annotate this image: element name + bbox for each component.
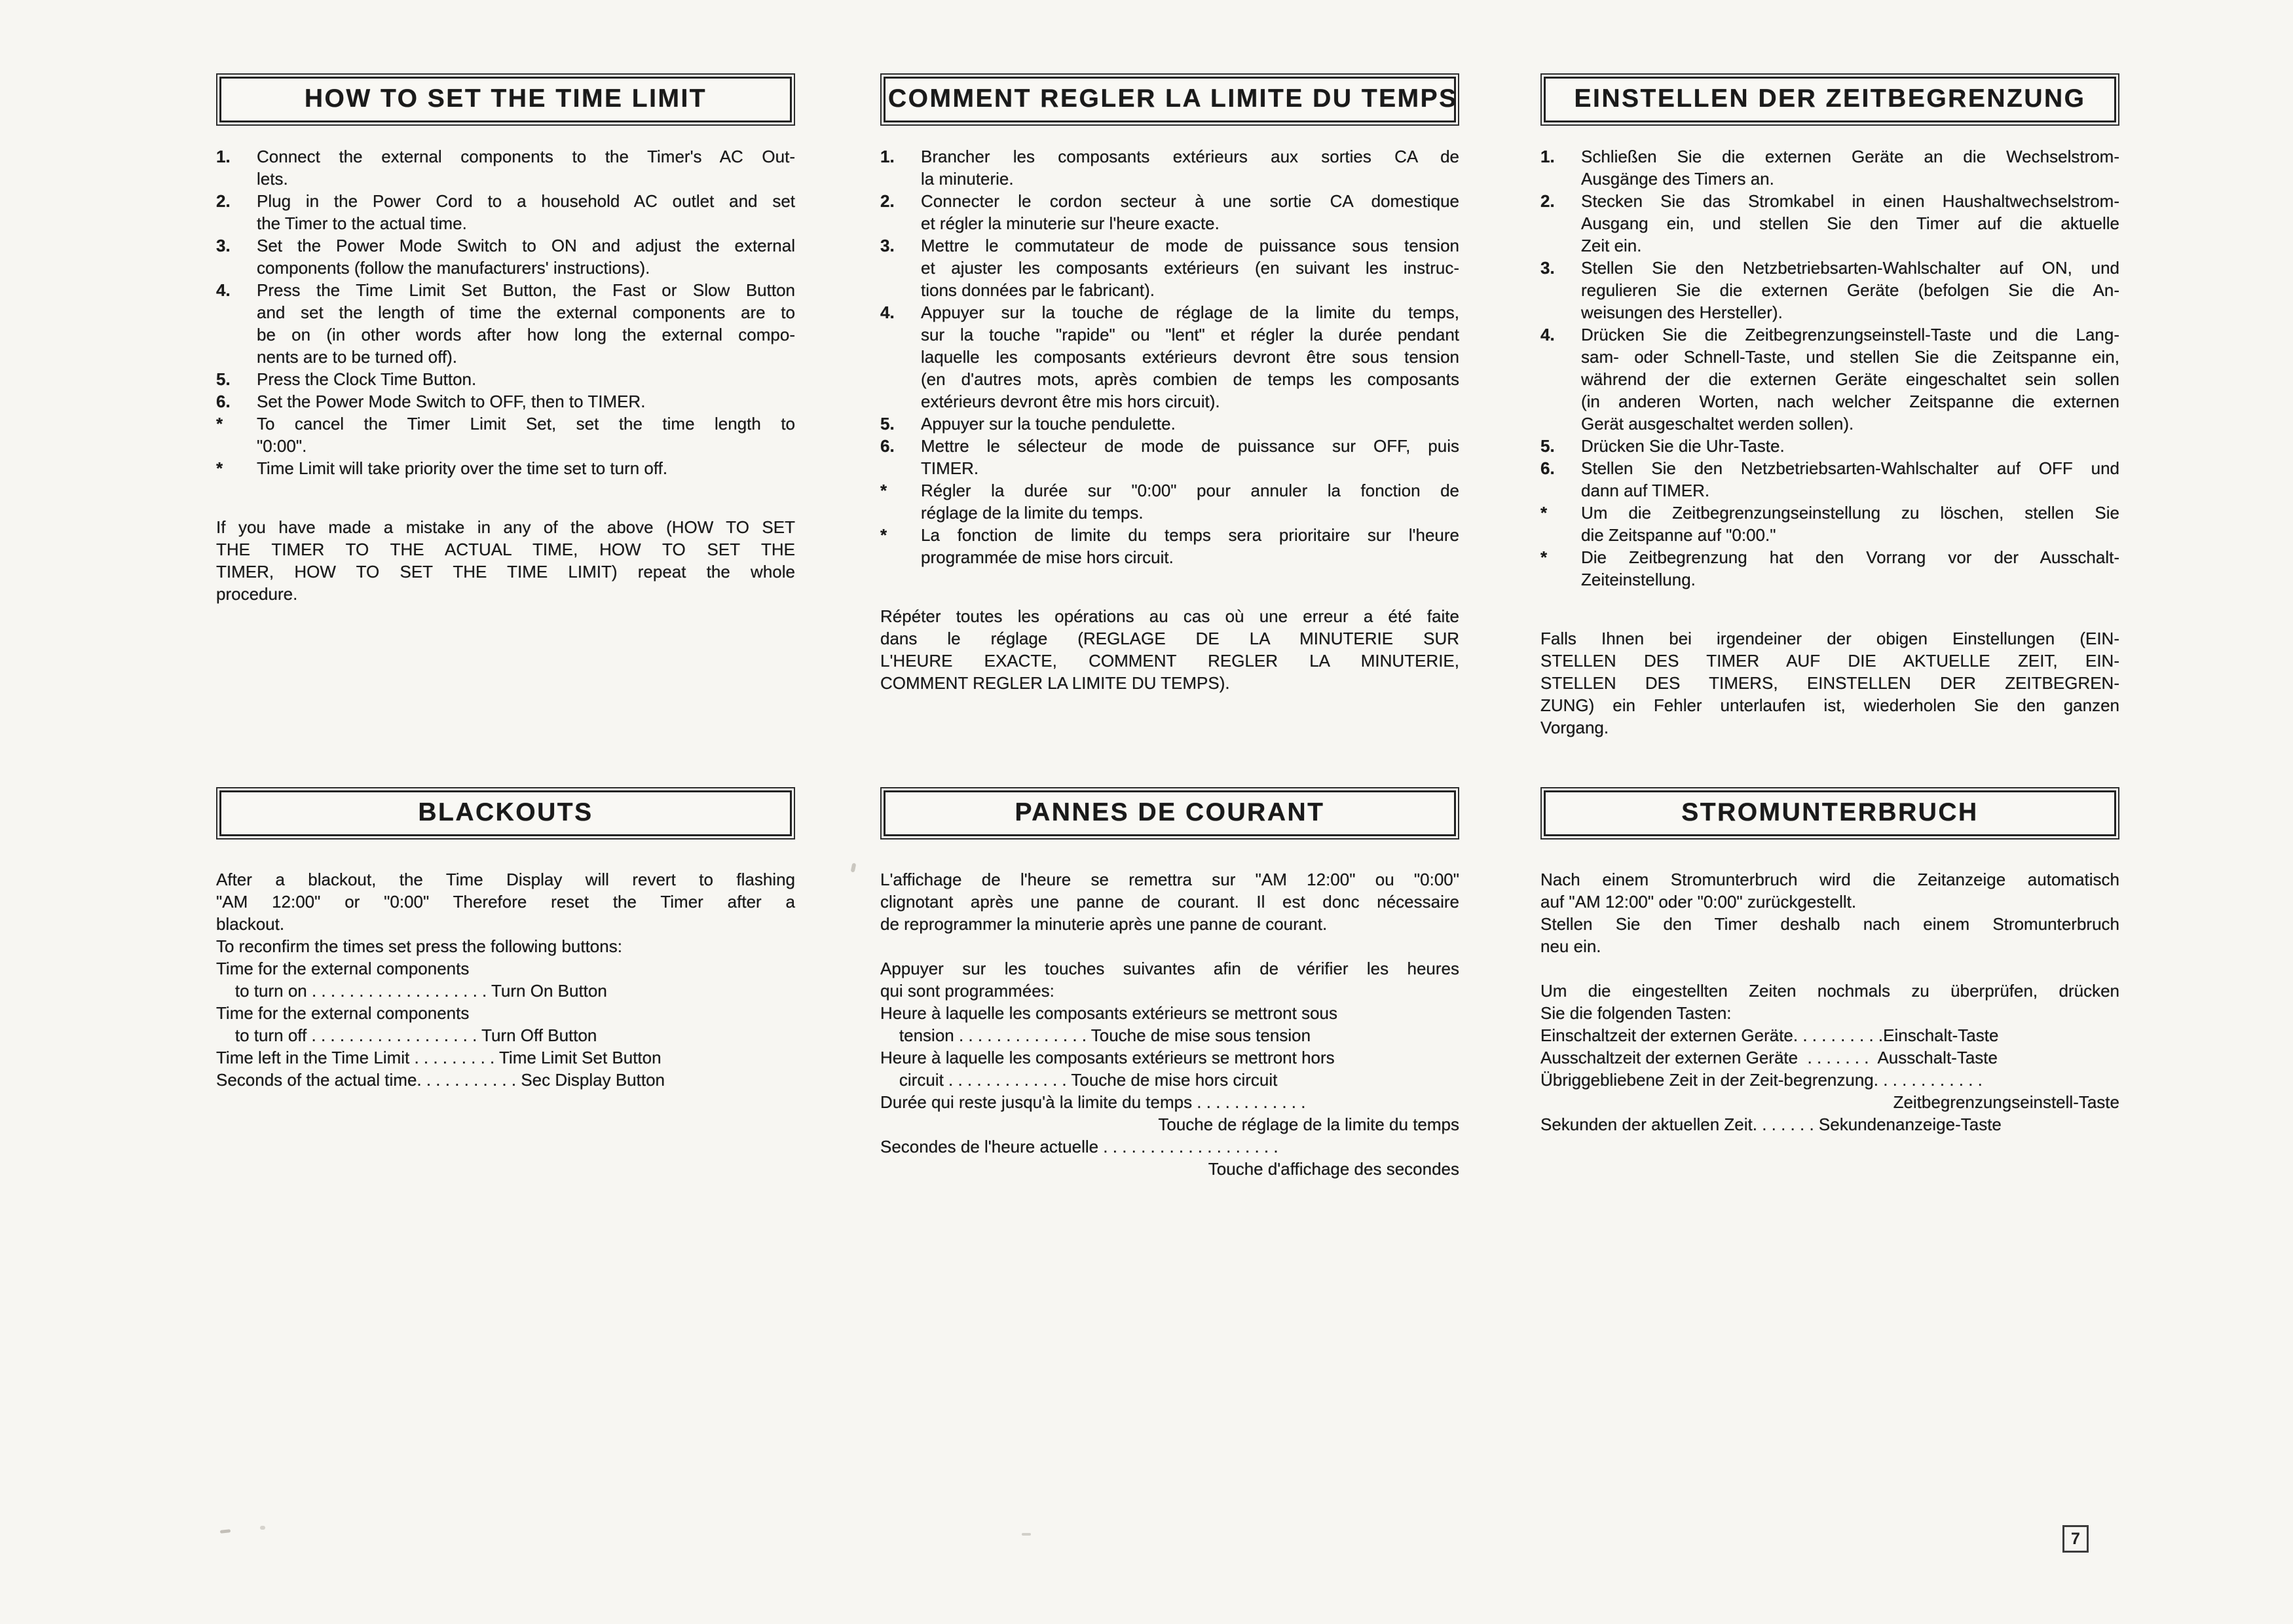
item-marker: 2. (216, 191, 231, 211)
text-line: Time for the external components (216, 959, 470, 978)
text-line: Mettre le sélecteur de mode de puissance sur OFF, puis (921, 436, 1459, 456)
bottom-paragraphs (216, 868, 795, 957)
bottom-section (216, 787, 795, 1091)
text-line: Zeitbegrenzungseinstell-Taste (1893, 1092, 2119, 1112)
list-item (216, 279, 795, 368)
text-line: STELLEN DES TIMERS, EINSTELLEN DER ZEITBEGREN- (1540, 673, 2119, 693)
text-line: ZUNG) ein Fehler unterlaufen ist, wiederholen Sie den ganzen (1540, 695, 2119, 715)
text-line: Appuyer sur les touches suivantes afin de vérifier les heures (880, 959, 1459, 978)
list-item (216, 234, 795, 279)
list-item (216, 190, 795, 234)
text-line: die Zeitspanne auf "0:00." (1581, 525, 1776, 545)
text-line: components (follow the manufacturers' instructions). (257, 258, 650, 278)
list-item (1540, 323, 2119, 435)
text-line: Appuyer sur la touche de réglage de la limite du temps, (921, 303, 1459, 322)
note-paragraph (1540, 627, 2119, 739)
scan-speck (851, 863, 857, 873)
text-line: Um die Zeitbegrenzungseinstellung zu löschen, stellen Sie (1581, 503, 2119, 523)
item-marker: 1. (880, 147, 895, 166)
text-line: After a blackout, the Time Display will revert to flashing (216, 870, 795, 889)
list-item (880, 413, 1459, 435)
section-title: BLACKOUTS (418, 798, 593, 826)
text-line: während der die externen Geräte eingeschaltet sein sollen (1581, 369, 2119, 389)
text-line: Stellen Sie den Netzbetriebsarten-Wahlschalter auf OFF und (1581, 458, 2119, 478)
scan-speck (220, 1529, 231, 1534)
section-title: STROMUNTERBRUCH (1681, 798, 1979, 826)
item-marker: 5. (880, 414, 895, 434)
text-line: Vorgang. (1540, 718, 1609, 737)
text-line: Plug in the Power Cord to a household AC outlet and set (257, 191, 795, 211)
item-marker: * (880, 525, 887, 545)
bottom-section (1540, 787, 2119, 1135)
paragraph (880, 605, 1459, 694)
text-line: Touche d'affichage des secondes (1208, 1159, 1459, 1179)
list-item (880, 234, 1459, 301)
text-line: tension . . . . . . . . . . . . . . Touche de mise sous tension (880, 1025, 1311, 1045)
item-marker: * (1540, 547, 1548, 567)
text-line: Durée qui reste jusqu'à la limite du temps . . . . . . . . . . . . (880, 1092, 1306, 1112)
note-paragraph (880, 605, 1459, 694)
text-line: (in anderen Worten, nach welcher Zeitspanne die externen (1581, 392, 2119, 411)
text-line: Set the Power Mode Switch to OFF, then to TIMER. (257, 392, 646, 411)
text-line: Heure à laquelle les composants extérieurs se mettront sous (880, 1003, 1338, 1023)
text-line: weisungen des Hersteller). (1581, 303, 1783, 322)
text-line: procedure. (216, 584, 298, 604)
text-line: Secondes de l'heure actuelle . . . . . . . . . . . . . . . . . . . (880, 1137, 1278, 1156)
text-line: TIMER. (921, 458, 979, 478)
paragraph (216, 935, 795, 957)
item-marker: 6. (880, 436, 895, 456)
text-line: auf "AM 12:00" oder "0:00" zurückgestellt. (1540, 892, 1857, 912)
text-line: qui sont programmées: (880, 981, 1054, 1001)
text-line: "AM 12:00" or "0:00" Therefore reset the Timer after a (216, 892, 795, 912)
text-line: Ausgang ein, und stellen Sie den Timer auf die aktuelle (1581, 213, 2119, 233)
item-marker: * (1540, 503, 1548, 523)
text-line: the Timer to the actual time. (257, 213, 467, 233)
text-line: be on (in other words after how long the external compo- (257, 325, 795, 344)
text-line: Einschaltzeit der externen Geräte. . . . . . . . . .Einschalt-Taste (1540, 1025, 1999, 1045)
text-line: to turn on . . . . . . . . . . . . . . . . . . . Turn On Button (216, 981, 607, 1001)
text-line: (en d'autres mots, après combien de temps les composants (921, 369, 1459, 389)
text-line: dans le réglage (REGLAGE DE LA MINUTERIE SUR (880, 629, 1459, 648)
text-line: If you have made a mistake in any of the above (HOW TO SET (216, 517, 795, 537)
instruction-list (216, 145, 795, 479)
button-reference-list (880, 1002, 1459, 1180)
list-item (1540, 457, 2119, 502)
instruction-list (880, 145, 1459, 568)
note-paragraph (216, 516, 795, 605)
text-line: La fonction de limite du temps sera prioritaire sur l'heure (921, 525, 1459, 545)
paragraph (216, 516, 795, 605)
text-line: Press the Clock Time Button. (257, 369, 477, 389)
text-line: "0:00". (257, 436, 307, 456)
text-line: Nach einem Stromunterbruch wird die Zeitanzeige automatisch (1540, 870, 2119, 889)
item-marker: 3. (880, 236, 895, 255)
text-line: to turn off . . . . . . . . . . . . . . . . . . Turn Off Button (216, 1025, 597, 1045)
item-marker: 3. (216, 236, 231, 255)
text-line: STELLEN DES TIMER AUF DIE AKTUELLE ZEIT, EIN- (1540, 651, 2119, 671)
text-line: Übriggebliebene Zeit in der Zeit-begrenzung. . . . . . . . . . . . (1540, 1070, 1983, 1090)
item-marker: 5. (1540, 436, 1555, 456)
instruction-list (1540, 145, 2119, 591)
item-marker: 1. (216, 147, 231, 166)
text-line: Press the Time Limit Set Button, the Fast or Slow Button (257, 280, 795, 300)
paragraph (880, 957, 1459, 1002)
text-line: Régler la durée sur "0:00" pour annuler la fonction de (921, 481, 1459, 500)
text-line: COMMENT REGLER LA LIMITE DU TEMPS). (880, 673, 1230, 693)
text-line: Sekunden der aktuellen Zeit. . . . . . . Sekundenanzeige-Taste (1540, 1115, 2002, 1134)
title-box (1540, 787, 2119, 840)
text-line: Répéter toutes les opérations au cas où une erreur a été faite (880, 606, 1459, 626)
item-marker: * (880, 481, 887, 500)
text-line: Sie die folgenden Tasten: (1540, 1003, 1732, 1023)
text-line: programmée de mise hors circuit. (921, 547, 1174, 567)
text-line: Connecter le cordon secteur à une sortie CA domestique (921, 191, 1459, 211)
text-line: Ausgänge des Timers an. (1581, 169, 1774, 189)
text-line: circuit . . . . . . . . . . . . . Touche de mise hors circuit (880, 1070, 1278, 1090)
list-item (880, 524, 1459, 568)
column-english (216, 73, 795, 1090)
list-item (216, 413, 795, 457)
text-line: Time Limit will take priority over the time set to turn off. (257, 458, 668, 478)
list-item (1540, 546, 2119, 591)
bottom-paragraphs (1540, 868, 2119, 1024)
item-marker: 2. (1540, 191, 1555, 211)
text-line: Falls Ihnen bei irgendeiner der obigen Einstellungen (EIN- (1540, 629, 2119, 648)
list-item (880, 145, 1459, 190)
paragraph (1540, 627, 2119, 739)
text-line: Ausschaltzeit der externen Geräte . . . . . . . Ausschalt-Taste (1540, 1048, 1998, 1067)
item-marker: * (216, 414, 223, 434)
text-line: Time left in the Time Limit . . . . . . . . . Time Limit Set Button (216, 1048, 662, 1067)
text-line: nents are to be turned off). (257, 347, 457, 367)
button-reference-list (216, 957, 795, 1091)
item-marker: 5. (216, 369, 231, 389)
text-line: Touche de réglage de la limite du temps (1158, 1115, 1459, 1134)
item-marker: 4. (880, 303, 895, 322)
title-box (216, 73, 795, 126)
text-line: Mettre le commutateur de mode de puissance sous tension (921, 236, 1459, 255)
scan-speck (1022, 1533, 1031, 1536)
text-line: Die Zeitbegrenzung hat den Vorrang vor der Ausschalt- (1581, 547, 2119, 567)
list-item (880, 435, 1459, 479)
scan-speck (260, 1526, 265, 1530)
section-title: EINSTELLEN DER ZEITBEGRENZUNG (1574, 84, 2086, 113)
text-line: sam- oder Schnell-Taste, und stellen Sie die Zeitspanne ein, (1581, 347, 2119, 367)
list-item (216, 457, 795, 479)
text-line: Time for the external components (216, 1003, 470, 1023)
section-title: PANNES DE COURANT (1015, 798, 1325, 826)
text-line: et ajuster les composants extérieurs (en suivant les instruc- (921, 258, 1459, 278)
text-line: la minuterie. (921, 169, 1014, 189)
list-item (216, 368, 795, 390)
list-item (216, 145, 795, 190)
text-line: L'affichage de l'heure se remettra sur "AM 12:00" ou "0:00" (880, 870, 1459, 889)
text-line: réglage de la limite du temps. (921, 503, 1144, 523)
text-line: and set the length of time the external components are to (257, 303, 795, 322)
title-box (216, 787, 795, 840)
item-marker: 4. (1540, 325, 1555, 344)
title-box (1540, 73, 2119, 126)
text-line: blackout. (216, 914, 285, 934)
item-marker: 3. (1540, 258, 1555, 278)
item-marker: 2. (880, 191, 895, 211)
item-marker: 1. (1540, 147, 1555, 166)
text-line: regulieren Sie die externen Geräte (befolgen Sie die An- (1581, 280, 2119, 300)
paragraph (1540, 868, 2119, 913)
text-line: neu ein. (1540, 936, 1601, 956)
list-item (1540, 145, 2119, 190)
text-line: sur la touche "rapide" ou "lent" et régler la durée pendant (921, 325, 1459, 344)
text-line: Appuyer sur la touche pendulette. (921, 414, 1176, 434)
text-line: Stecken Sie das Stromkabel in einen Haushaltwechselstrom- (1581, 191, 2119, 211)
paragraph (216, 868, 795, 935)
text-line: TIMER, HOW TO SET THE TIME LIMIT) repeat the whole (216, 562, 795, 581)
text-line: et régler la minuterie sur l'heure exacte. (921, 213, 1220, 233)
text-line: laquelle les composants extérieurs devront être sous tension (921, 347, 1459, 367)
item-marker: 6. (1540, 458, 1555, 478)
text-line: To cancel the Timer Limit Set, set the time length to (257, 414, 795, 434)
text-line: Heure à laquelle les composants extérieurs se mettront hors (880, 1048, 1335, 1067)
text-line: tions données par le fabricant). (921, 280, 1155, 300)
title-box (880, 787, 1459, 840)
list-item (216, 390, 795, 413)
text-line: Set the Power Mode Switch to ON and adjust the external (257, 236, 795, 255)
text-line: Seconds of the actual time. . . . . . . . . . . Sec Display Button (216, 1070, 665, 1090)
list-item (1540, 257, 2119, 323)
text-line: Brancher les composants extérieurs aux sorties CA de (921, 147, 1459, 166)
text-line: Drücken Sie die Zeitbegrenzungseinstell-Taste und die Lang- (1581, 325, 2119, 344)
text-line: Um die eingestellten Zeiten nochmals zu überprüfen, drücken (1540, 981, 2119, 1001)
list-item (1540, 190, 2119, 257)
text-line: clignotant après une panne de courant. Il est donc nécessaire (880, 892, 1459, 912)
paragraph (880, 868, 1459, 935)
list-item (880, 301, 1459, 413)
list-item (1540, 502, 2119, 546)
title-box (880, 73, 1459, 126)
bottom-paragraphs (880, 868, 1459, 1002)
text-line: dann auf TIMER. (1581, 481, 1710, 500)
list-item (1540, 435, 2119, 457)
bottom-section (880, 787, 1459, 1180)
item-marker: 4. (216, 280, 231, 300)
text-line: Connect the external components to the Timer's AC Out- (257, 147, 795, 166)
text-line: To reconfirm the times set press the following buttons: (216, 936, 622, 956)
paragraph (1540, 980, 2119, 1024)
text-line: Zeiteinstellung. (1581, 570, 1696, 589)
text-line: Zeit ein. (1581, 236, 1642, 255)
paragraph (1540, 913, 2119, 957)
text-line: lets. (257, 169, 288, 189)
text-line: Drücken Sie die Uhr-Taste. (1581, 436, 1785, 456)
text-line: de reprogrammer la minuterie après une panne de courant. (880, 914, 1328, 934)
text-line: THE TIMER TO THE ACTUAL TIME, HOW TO SET THE (216, 540, 795, 559)
text-line: extérieurs devront être mis hors circuit). (921, 392, 1220, 411)
page-number: 7 (2062, 1525, 2089, 1553)
section-title: COMMENT REGLER LA LIMITE DU TEMPS (888, 84, 1458, 113)
item-marker: * (216, 458, 223, 478)
text-line: Stellen Sie den Timer deshalb nach einem Stromunterbruch (1540, 914, 2119, 934)
text-line: Stellen Sie den Netzbetriebsarten-Wahlschalter auf ON, und (1581, 258, 2119, 278)
list-item (880, 190, 1459, 234)
text-line: L'HEURE EXACTE, COMMENT REGLER LA MINUTERIE, (880, 651, 1459, 671)
column-french (880, 73, 1459, 1179)
item-marker: 6. (216, 392, 231, 411)
list-item (880, 479, 1459, 524)
text-line: Schließen Sie die externen Geräte an die Wechselstrom- (1581, 147, 2119, 166)
text-line: Gerät ausgeschaltet werden sollen). (1581, 414, 1854, 434)
column-german (1540, 73, 2119, 1134)
section-title: HOW TO SET THE TIME LIMIT (304, 84, 707, 113)
button-reference-list (1540, 1024, 2119, 1135)
